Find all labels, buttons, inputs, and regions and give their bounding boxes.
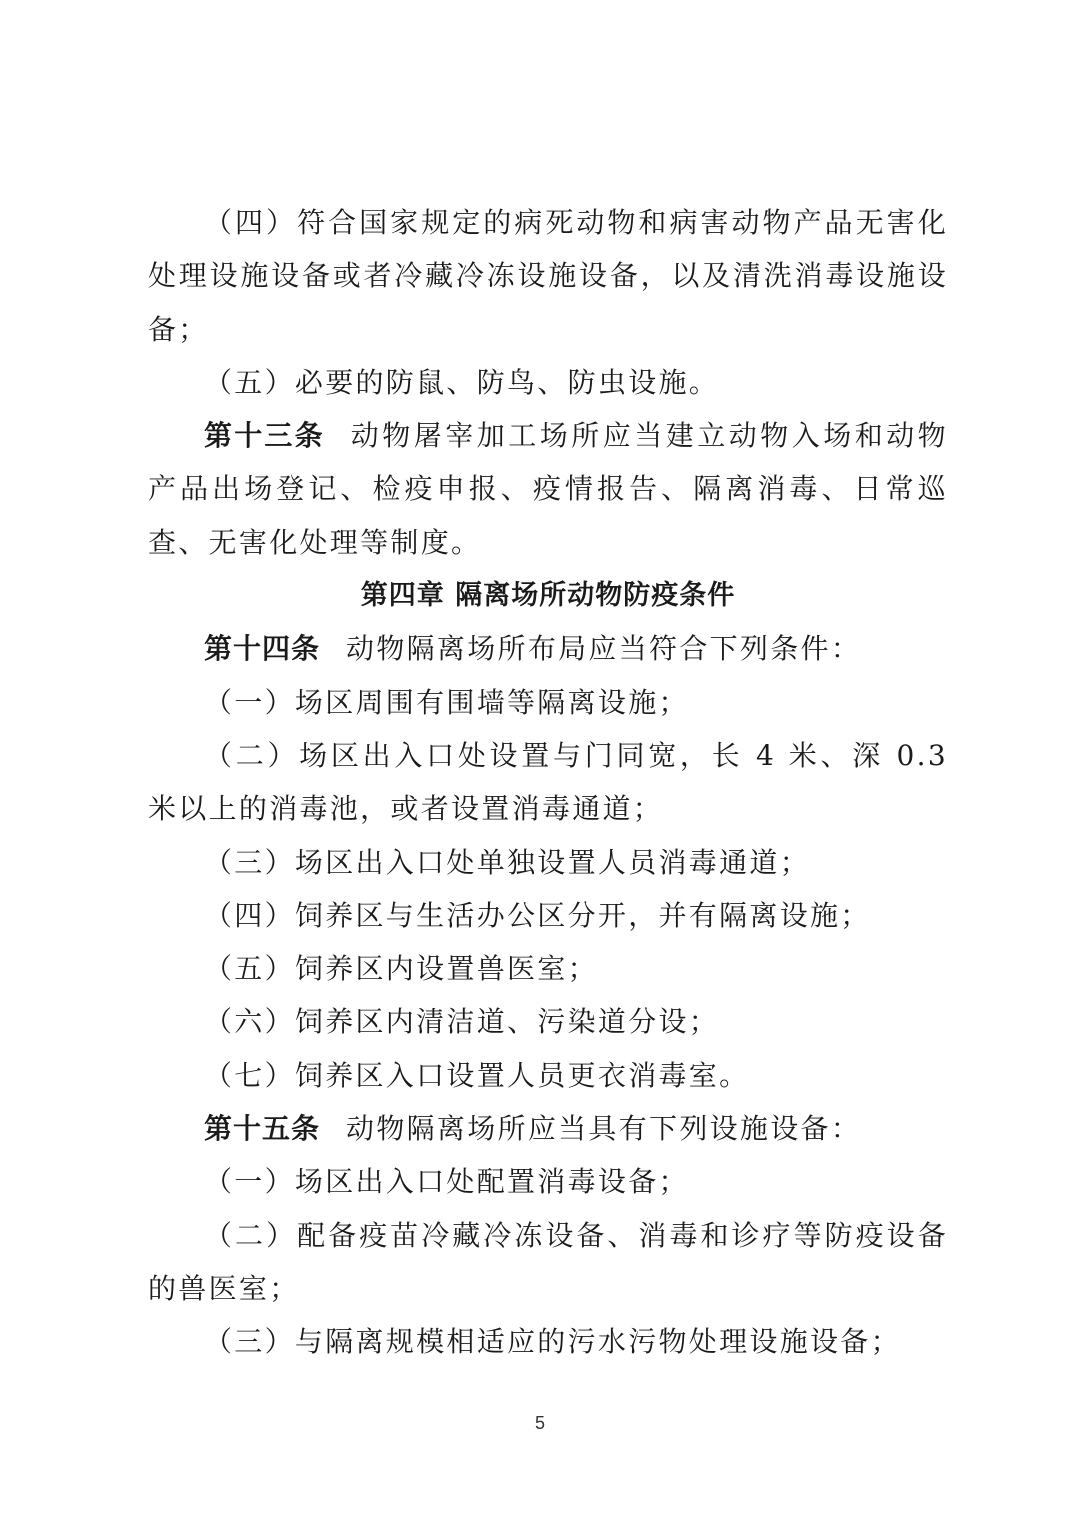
list-item	[148, 676, 948, 729]
list-item	[148, 356, 948, 409]
article-text: 动物隔离场所应当具有下列设施设备：	[346, 1112, 862, 1146]
list-item	[148, 729, 948, 836]
list-item	[148, 1209, 948, 1316]
article-13	[148, 409, 948, 569]
list-item	[148, 942, 948, 995]
item-text: （三）与隔离规模相适应的污水污物处理设施设备；	[204, 1325, 901, 1359]
article-15	[148, 1102, 948, 1155]
page-number: 5	[534, 1413, 545, 1433]
item-text: （六）饲养区内清洁道、污染道分设；	[204, 1005, 720, 1039]
item-text: （一）场区出入口处配置消毒设备；	[204, 1165, 689, 1199]
article-heading: 第十三条	[204, 419, 325, 453]
list-item	[148, 1049, 948, 1102]
list-item	[148, 889, 948, 942]
chapter-title: 第四章 隔离场所动物防疫条件	[360, 580, 736, 612]
list-item	[148, 836, 948, 889]
item-text: （四）饲养区与生活办公区分开，并有隔离设施；	[204, 898, 871, 932]
item-text: （四）符合国家规定的病死动物和病害动物产品无害化处理设施设备或者冷藏冷冻设施设备，以及清洗消毒设施设备；	[148, 206, 948, 346]
item-text: （三）场区出入口处单独设置人员消毒通道；	[204, 845, 811, 879]
list-item	[148, 1315, 948, 1368]
list-item	[148, 1155, 948, 1208]
article-text: 动物屠宰加工场所应当建立动物入场和动物产品出场登记、检疫申报、疫情报告、隔离消毒、日常巡查、无害化处理等制度。	[148, 419, 948, 559]
item-text: （七）饲养区入口设置人员更衣消毒室。	[204, 1058, 750, 1092]
list-item	[148, 196, 948, 356]
item-text: （二）配备疫苗冷藏冷冻设备、消毒和诊疗等防疫设备的兽医室；	[148, 1218, 948, 1305]
item-text: （一）场区周围有围墙等隔离设施；	[204, 685, 689, 719]
article-heading: 第十四条	[204, 632, 321, 666]
item-text: （五）必要的防鼠、防鸟、防虫设施。	[204, 365, 720, 399]
item-text: （二）场区出入口处设置与门同宽，长 4 米、深 0.3 米以上的消毒池，或者设置消毒通道；	[148, 738, 948, 826]
article-heading: 第十五条	[204, 1112, 321, 1146]
article-14	[148, 622, 948, 675]
item-text: （五）饲养区内设置兽医室；	[204, 952, 598, 986]
list-item	[148, 995, 948, 1048]
article-text: 动物隔离场所布局应当符合下列条件：	[346, 632, 862, 666]
document-body	[148, 196, 948, 1369]
